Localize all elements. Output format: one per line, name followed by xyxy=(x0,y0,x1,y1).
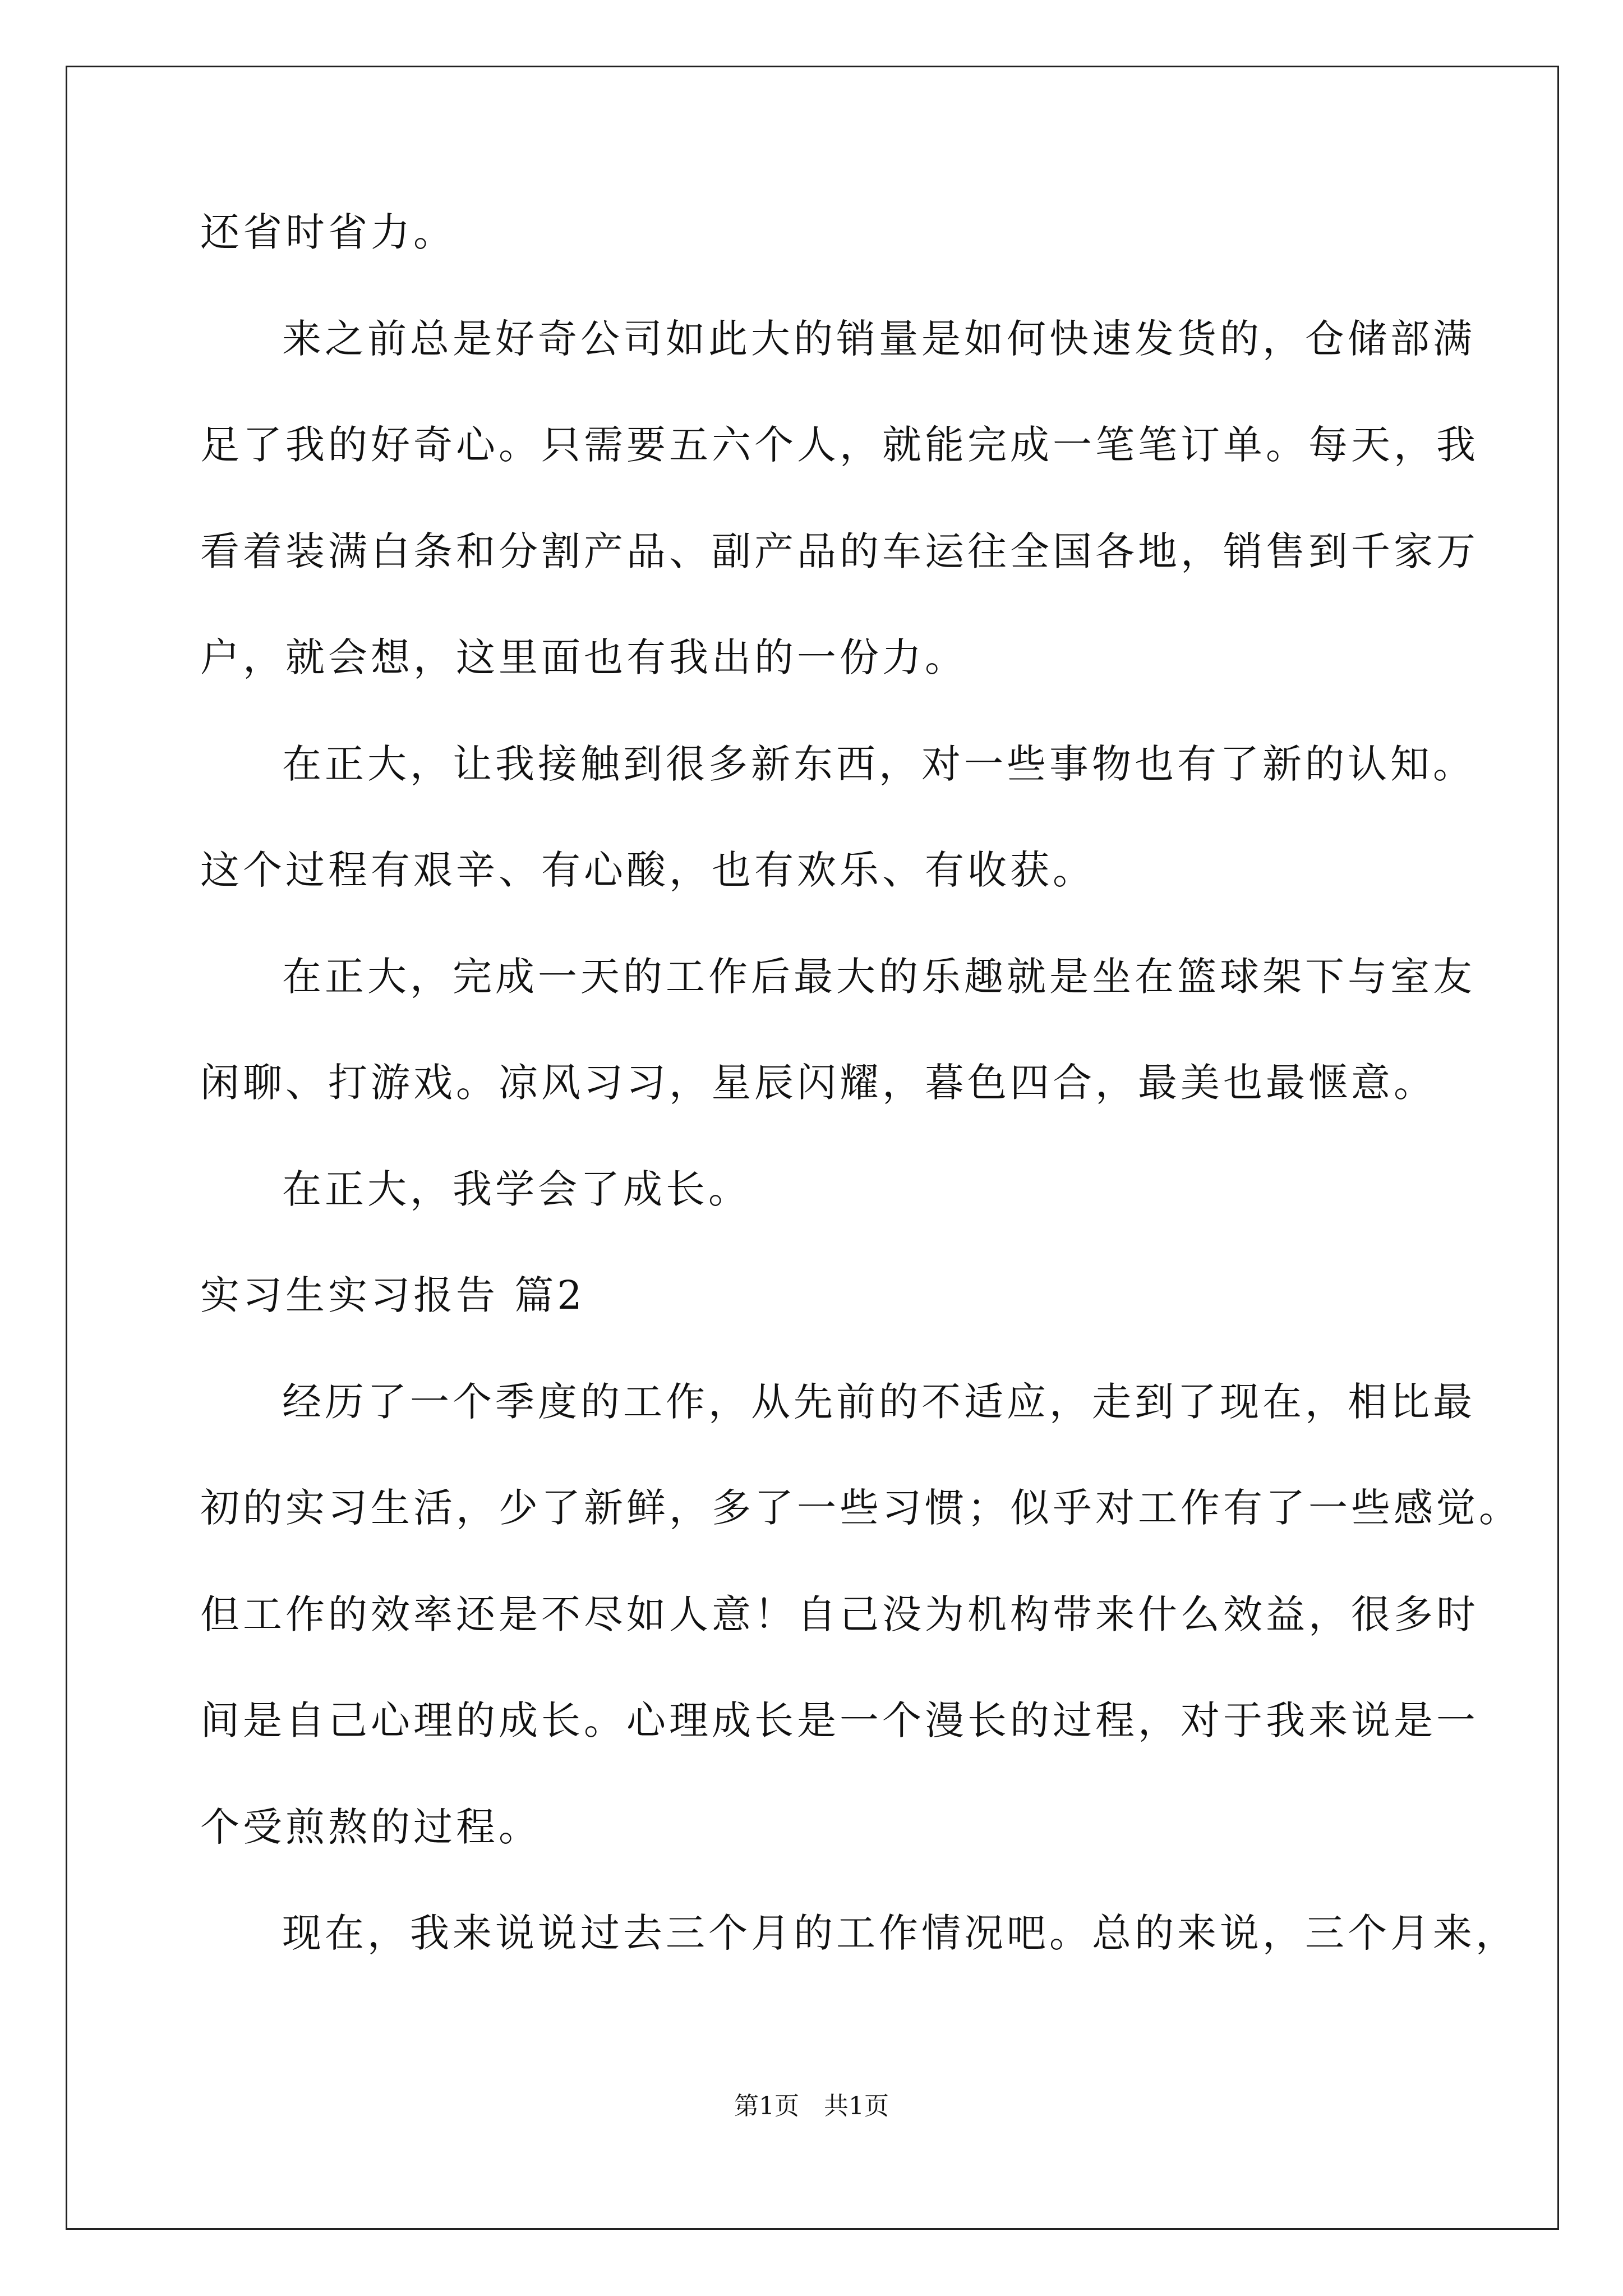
text-line: 在正大，完成一天的工作后最大的乐趣就是坐在篮球架下与室友 xyxy=(282,954,1476,1000)
text-line: 闲聊、打游戏。凉风习习，星辰闪耀，暮色四合，最美也最惬意。 xyxy=(200,1060,1436,1106)
text-line: 还省时省力。 xyxy=(200,209,456,255)
text-line: 现在，我来说说过去三个月的工作情况吧。总的来说，三个月来， xyxy=(282,1910,1518,1956)
page-border xyxy=(66,66,1559,2230)
text-line: 间是自己心理的成长。心理成长是一个漫长的过程，对于我来说是一 xyxy=(200,1697,1479,1743)
text-line: 但工作的效率还是不尽如人意！自己没为机构带来什么效益，很多时 xyxy=(200,1591,1479,1637)
text-line: 在正大，让我接触到很多新东西，对一些事物也有了新的认知。 xyxy=(282,741,1476,787)
section-heading: 实习生实习报告 篇2 xyxy=(200,1272,585,1318)
page-number: 第1页 共1页 xyxy=(734,2092,889,2120)
text-line: 经历了一个季度的工作，从先前的不适应，走到了现在，相比最 xyxy=(282,1379,1476,1425)
text-line: 来之前总是好奇公司如此大的销量是如何快速发货的，仓储部满 xyxy=(282,316,1476,362)
text-line: 户，就会想，这里面也有我出的一份力。 xyxy=(200,634,967,680)
text-line: 初的实习生活，少了新鲜，多了一些习惯；似乎对工作有了一些感觉。 xyxy=(200,1485,1521,1531)
text-line: 个受煎熬的过程。 xyxy=(200,1804,541,1850)
text-line: 足了我的好奇心。只需要五六个人，就能完成一笔笔订单。每天，我 xyxy=(200,422,1479,468)
text-line: 看着装满白条和分割产品、副产品的车运往全国各地，销售到千家万 xyxy=(200,528,1479,574)
text-line: 在正大，我学会了成长。 xyxy=(282,1166,751,1212)
text-line: 这个过程有艰辛、有心酸，也有欢乐、有收获。 xyxy=(200,847,1095,893)
